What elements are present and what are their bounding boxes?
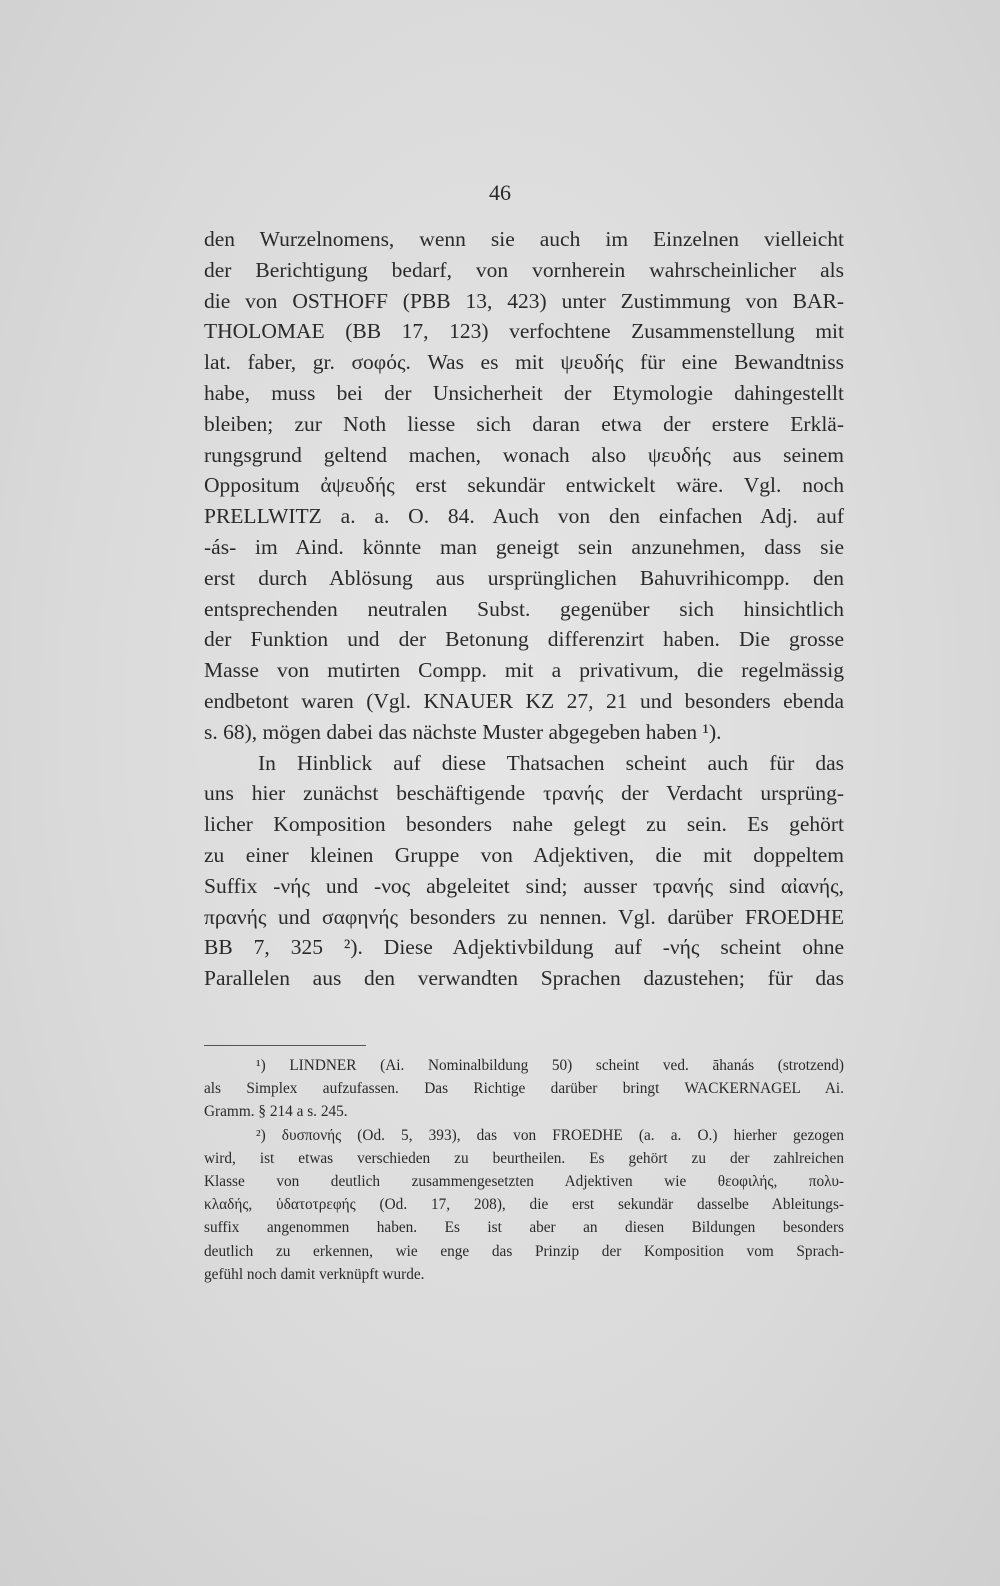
footnote-line: deutlich zu erkennen, wie enge das Prinzip der Komposition vom Sprach-	[204, 1242, 844, 1260]
footnote-divider	[204, 1045, 366, 1046]
body-line: endbetont waren (Vgl. KNAUER KZ 27, 21 und besonders ebenda	[204, 688, 844, 713]
body-line: den Wurzelnomens, wenn sie auch im Einzelnen vielleicht	[204, 227, 844, 251]
body-line: Masse von mutirten Compp. mit a privativum, die regelmässig	[204, 658, 844, 683]
body-line: erst durch Ablösung aus ursprünglichen Bahuvrihicompp. den	[204, 565, 844, 590]
body-line: zu einer kleinen Gruppe von Adjektiven, die mit doppeltem	[204, 842, 844, 867]
body-line: Parallelen aus den verwandten Sprachen dazustehen; für das	[204, 966, 844, 991]
footnote-line: wird, ist etwas verschieden zu beurtheilen. Es gehört zu der zahlreichen	[204, 1149, 844, 1167]
body-line: die von OSTHOFF (PBB 13, 423) unter Zustimmung von BAR-	[204, 288, 844, 313]
body-line: Suffix -νής und -νος abgeleitet sind; ausser τρανής sind αἰανής,	[204, 873, 844, 898]
body-line: -ás- im Aind. könnte man geneigt sein anzunehmen, dass sie	[204, 534, 844, 559]
body-line: In Hinblick auf diese Thatsachen scheint auch für das	[258, 750, 844, 775]
body-line: THOLOMAE (BB 17, 123) verfochtene Zusammenstellung mit	[204, 319, 844, 344]
body-line: der Berichtigung bedarf, von vornherein wahrscheinlicher als	[204, 257, 844, 282]
body-line: habe, muss bei der Unsicherheit der Etymologie dahingestellt	[204, 380, 844, 405]
footnote-line: ¹) LINDNER (Ai. Nominalbildung 50) scheint ved. āhanás (strotzend)	[256, 1057, 844, 1074]
body-line: entsprechenden neutralen Subst. gegenüber sich hinsichtlich	[204, 596, 844, 621]
body-text	[204, 224, 844, 994]
body-line: BB 7, 325 ²). Diese Adjektivbildung auf -νής scheint ohne	[204, 935, 844, 960]
body-line: licher Komposition besonders nahe gelegt zu sein. Es gehört	[204, 812, 844, 837]
footnote-line: Klasse von deutlich zusammengesetzten Adjektiven wie θεοφιλής, πολυ-	[204, 1173, 844, 1191]
body-line: uns hier zunächst beschäftigende τρανής der Verdacht ursprüng-	[204, 781, 844, 806]
body-line: πρανής und σαφηνής besonders zu nennen. Vgl. darüber FROEDHE	[204, 904, 844, 929]
footnote-line: κλαδής, ὑδατοτρεφής (Od. 17, 208), die erst sekundär dasselbe Ableitungs-	[204, 1196, 844, 1214]
footnote-line: Gramm. § 214 a s. 245.	[204, 1103, 348, 1121]
footnote-line: ²) δυσπονής (Od. 5, 393), das von FROEDHE (a. a. O.) hierher gezogen	[256, 1126, 844, 1144]
body-line: der Funktion und der Betonung differenzirt haben. Die grosse	[204, 627, 844, 652]
page-number: 46	[489, 180, 511, 205]
body-line: PRELLWITZ a. a. O. 84. Auch von den einfachen Adj. auf	[204, 504, 844, 529]
body-line: rungsgrund geltend machen, wonach also ψευδής aus seinem	[204, 442, 844, 467]
body-line: Oppositum ἀψευδής erst sekundär entwickelt wäre. Vgl. noch	[204, 473, 844, 498]
body-line: lat. faber, gr. σοφός. Was es mit ψευδής für eine Bewandtniss	[204, 350, 844, 375]
footnotes	[204, 1054, 844, 1286]
body-line: s. 68), mögen dabei das nächste Muster abgegeben haben ¹).	[204, 719, 722, 744]
footnote-line: als Simplex aufzufassen. Das Richtige darüber bringt WACKERNAGEL Ai.	[204, 1080, 844, 1098]
footnote-line: suffix angenommen haben. Es ist aber an diesen Bildungen besonders	[204, 1219, 844, 1237]
footnote-line: gefühl noch damit verknüpft wurde.	[204, 1265, 425, 1283]
body-line: bleiben; zur Noth liesse sich daran etwa der erstere Erklä-	[204, 411, 844, 436]
